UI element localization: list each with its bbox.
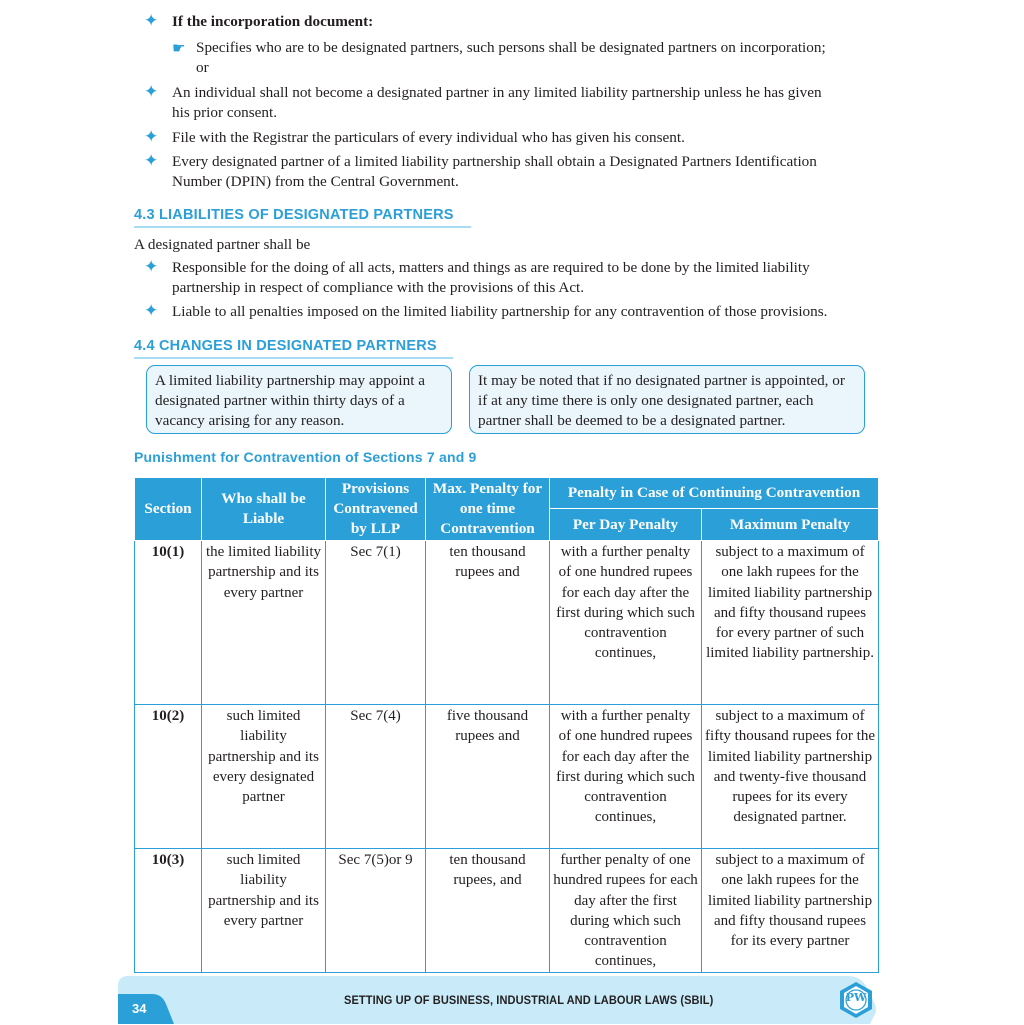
list-item: An individual shall not become a designated partner in any limited liability partnership unless he has given	[172, 84, 822, 101]
header-who-liable: Who shall be Liable	[202, 478, 326, 541]
cell-section: 10(1)	[135, 541, 202, 705]
cell-who: the limited liability partnership and its every partner	[202, 541, 326, 705]
list-item-heading: If the incorporation document:	[172, 13, 374, 30]
cell-who: such limited liability partnership and its every designated partner	[202, 705, 326, 849]
footer-title: SETTING UP OF BUSINESS, INDUSTRIAL AND LABOUR LAWS (SBIL)	[344, 993, 714, 1007]
header-provisions: Provisions Contravened by LLP	[326, 478, 426, 541]
section-intro: A designated partner shall be	[134, 236, 311, 253]
cell-maximum: subject to a maximum of one lakh rupees for the limited liability partnership and fifty thousand rupees for its every partner	[702, 849, 879, 973]
star-bullet-icon: ✦	[144, 151, 159, 171]
list-sub-item: Specifies who are to be designated partners, such persons shall be designated partners on incorporation;	[196, 39, 826, 56]
info-box: A limited liability partnership may appoint a designated partner within thirty days of a vacancy arising for any reason.	[146, 365, 452, 434]
cell-max-penalty: ten thousand rupees and	[426, 541, 550, 705]
pw-logo-icon	[836, 980, 876, 1020]
section-heading: 4.4 CHANGES IN DESIGNATED PARTNERS	[134, 338, 437, 354]
list-item-cont: Number (DPIN) from the Central Government.	[172, 173, 459, 190]
info-box: It may be noted that if no designated partner is appointed, or if at any time there is only one designated partner, each partner shall be deemed to be a designated partner.	[469, 365, 865, 434]
cell-per-day: with a further penalty of one hundred rupees for each day after the first during which such contravention continues,	[550, 541, 702, 705]
cell-section: 10(2)	[135, 705, 202, 849]
pw-logo-text: PW	[845, 991, 867, 1004]
page-number: 34	[132, 1001, 147, 1016]
cell-per-day: further penalty of one hundred rupees for each day after the first during which such contravention continues,	[550, 849, 702, 973]
cell-maximum: subject to a maximum of one lakh rupees for the limited liability partnership and fifty thousand rupees for every partner of such limited liability partnership.	[702, 541, 879, 705]
punishment-table	[134, 477, 879, 973]
cell-provisions: Sec 7(1)	[326, 541, 426, 705]
header-continuing: Penalty in Case of Continuing Contravention	[550, 478, 879, 509]
heading-underline	[134, 357, 453, 359]
pointing-hand-icon: ☛	[172, 39, 186, 57]
star-bullet-icon: ✦	[144, 82, 159, 102]
heading-underline	[134, 226, 471, 228]
header-maximum: Maximum Penalty	[702, 509, 879, 541]
header-max-penalty: Max. Penalty for one time Contravention	[426, 478, 550, 541]
table-heading: Punishment for Contravention of Sections 7 and 9	[134, 449, 477, 465]
list-item-cont: his prior consent.	[172, 104, 278, 121]
cell-provisions: Sec 7(5)or 9	[326, 849, 426, 973]
cell-max-penalty: five thousand rupees and	[426, 705, 550, 849]
cell-maximum: subject to a maximum of fifty thousand rupees for the limited liability partnership and twenty-five thousand rupees for its every designated partner.	[702, 705, 879, 849]
table-row	[135, 541, 879, 705]
cell-per-day: with a further penalty of one hundred rupees for each day after the first during which such contravention continues,	[550, 705, 702, 849]
section-heading: 4.3 LIABILITIES OF DESIGNATED PARTNERS	[134, 207, 454, 223]
header-per-day: Per Day Penalty	[550, 509, 702, 541]
table-row	[135, 849, 879, 973]
list-item: File with the Registrar the particulars of every individual who has given his consent.	[172, 129, 685, 146]
table-row	[135, 705, 879, 849]
cell-max-penalty: ten thousand rupees, and	[426, 849, 550, 973]
list-sub-item-cont: or	[196, 59, 209, 76]
list-item: Liable to all penalties imposed on the limited liability partnership for any contravention of those provisions.	[172, 303, 828, 320]
star-bullet-icon: ✦	[144, 11, 159, 31]
list-item-cont: partnership in respect of compliance with the provisions of this Act.	[172, 279, 585, 296]
header-section: Section	[135, 478, 202, 541]
cell-provisions: Sec 7(4)	[326, 705, 426, 849]
star-bullet-icon: ✦	[144, 127, 159, 147]
list-item: Every designated partner of a limited liability partnership shall obtain a Designated Partners Identification	[172, 153, 817, 170]
cell-section: 10(3)	[135, 849, 202, 973]
cell-who: such limited liability partnership and its every partner	[202, 849, 326, 973]
list-item: Responsible for the doing of all acts, matters and things as are required to be done by the limited liability	[172, 259, 810, 276]
star-bullet-icon: ✦	[144, 257, 159, 277]
star-bullet-icon: ✦	[144, 301, 159, 321]
footer-band	[118, 976, 882, 1024]
